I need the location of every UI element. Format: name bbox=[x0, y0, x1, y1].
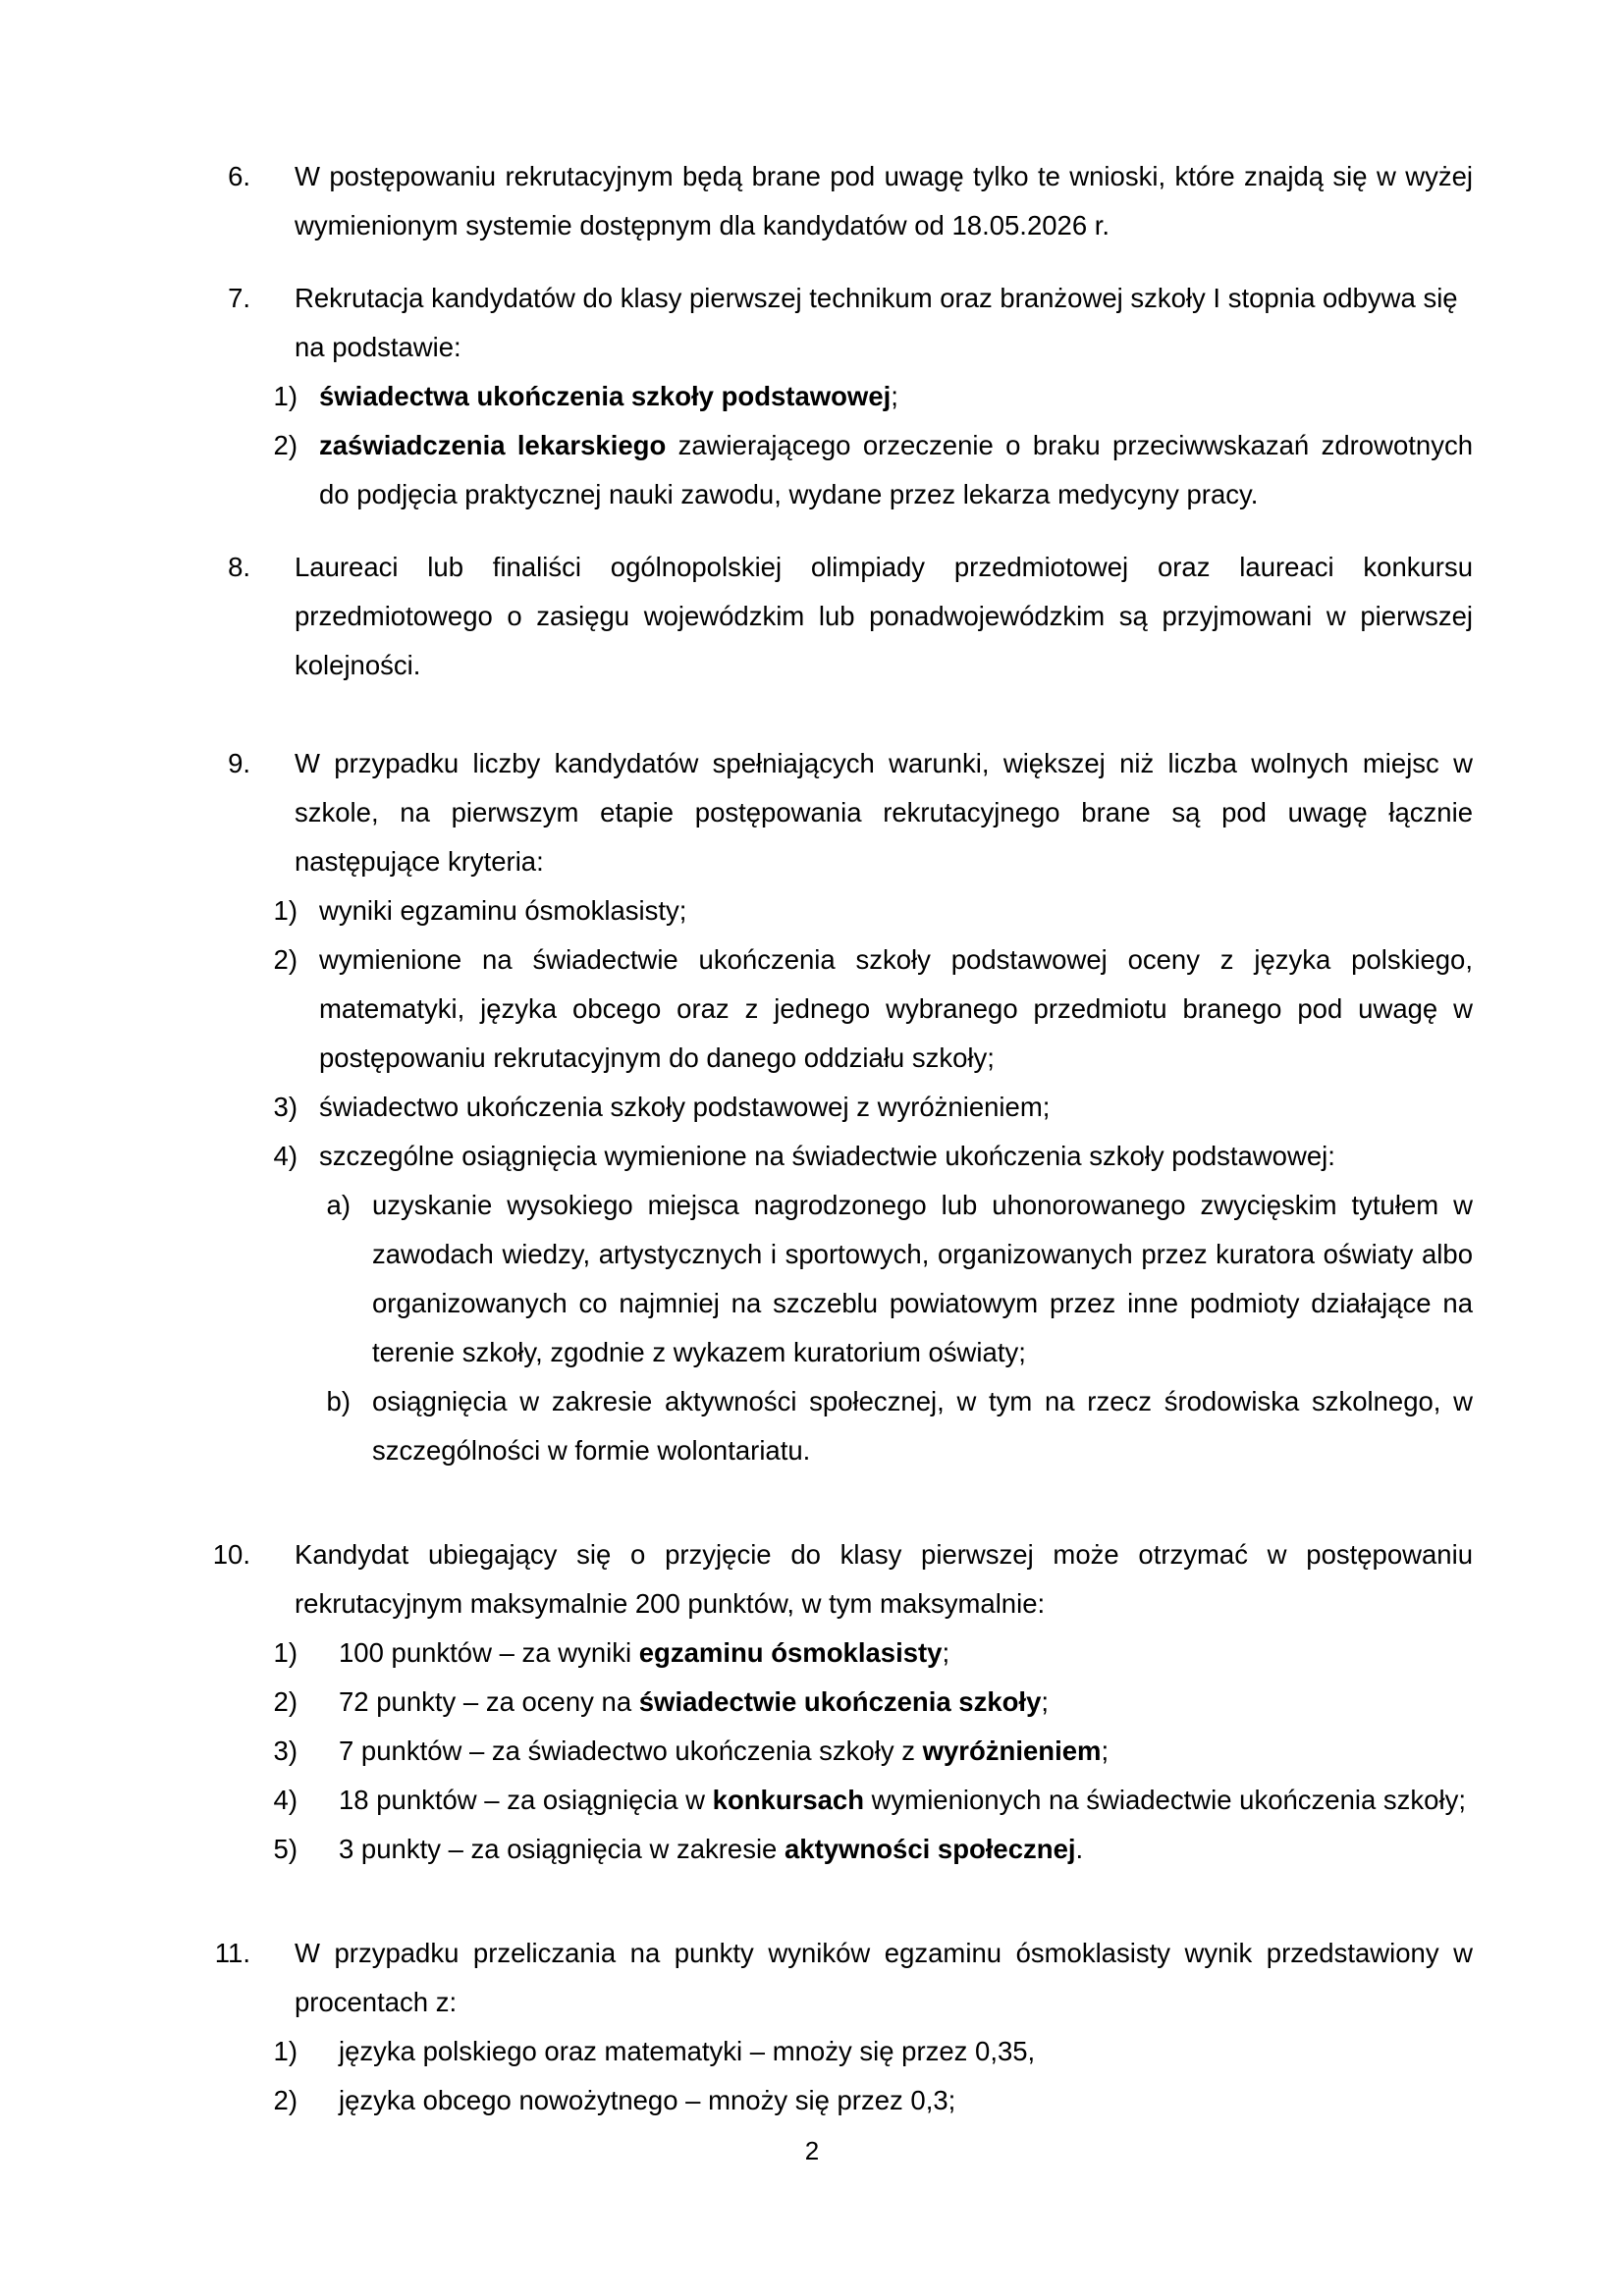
spacer bbox=[152, 1475, 1473, 1530]
list-item-text-after: . bbox=[1075, 1834, 1084, 1864]
list-item-text: W przypadku liczby kandydatów spełniających warunki, większej niż liczba wolnych miejsc w szkole, na pierwszym etapie postępowania rekrutacyjnego brane są pod uwagę łącznie następujące kryteria: bbox=[295, 748, 1473, 877]
list-item-text: języka obcego nowożytnego – mnoży się przez 0,3; bbox=[339, 2085, 956, 2115]
spacer bbox=[152, 250, 1473, 274]
list-marker: 3) bbox=[273, 1092, 298, 1122]
list-item-text: Rekrutacja kandydatów do klasy pierwszej technikum oraz branżowej szkoły I stopnia odbywa się na podstawie: bbox=[295, 283, 1458, 362]
list-item-text-before: 72 punkty – za oceny na bbox=[339, 1686, 639, 1717]
list-item-10-2 bbox=[152, 1678, 1473, 1727]
list-item-9-4-a bbox=[152, 1181, 1473, 1377]
list-item-text: wymienione na świadectwie ukończenia szkoły podstawowej oceny z języka polskiego, matematyki, języka obcego oraz z jednego wybranego przedmiotu branego pod uwagę w postępowaniu rekrutacyjnym do danego oddziału szkoły; bbox=[319, 944, 1473, 1073]
emphasis-text: świadectwie ukończenia szkoły bbox=[638, 1686, 1042, 1717]
list-item-text-before: 18 punktów – za osiągnięcia w bbox=[339, 1785, 713, 1815]
list-item-9-1 bbox=[152, 886, 1473, 935]
emphasis-text: wyróżnieniem bbox=[922, 1735, 1102, 1766]
emphasis-text: zaświadczenia lekarskiego bbox=[319, 430, 667, 460]
list-item-text: W postępowaniu rekrutacyjnym będą brane pod uwagę tylko te wnioski, które znajdą się w wyżej wymienionym systemie dostępnym dla kandydatów od 18.05.2026 r. bbox=[295, 161, 1473, 240]
list-marker: 2) bbox=[273, 1686, 298, 1717]
list-item-7-2 bbox=[152, 421, 1473, 519]
list-marker: 7. bbox=[228, 283, 250, 313]
list-marker: 3) bbox=[273, 1735, 298, 1766]
list-item-text: W przypadku przeliczania na punkty wyników egzaminu ósmoklasisty wynik przedstawiony w procentach z: bbox=[295, 1938, 1473, 2017]
list-item-10-5 bbox=[152, 1825, 1473, 1874]
emphasis-text: świadectwa ukończenia szkoły podstawowej bbox=[319, 381, 892, 411]
list-marker: 4) bbox=[273, 1141, 298, 1171]
list-marker: 2) bbox=[273, 2085, 298, 2115]
list-item-text-before: 100 punktów – za wyniki bbox=[339, 1637, 639, 1668]
list-item-text: języka polskiego oraz matematyki – mnoży się przez 0,35, bbox=[339, 2036, 1036, 2066]
emphasis-text: konkursach bbox=[712, 1785, 865, 1815]
list-marker: 2) bbox=[273, 944, 298, 975]
list-marker: 4) bbox=[273, 1785, 298, 1815]
list-item-text-rest: zawierającego orzeczenie o braku przeciwwskazań zdrowotnych do podjęcia praktycznej nauki zawodu, wydane przez lekarza medycyny pracy. bbox=[319, 430, 1473, 509]
list-marker: a) bbox=[326, 1190, 351, 1220]
list-item-text-before: 7 punktów – za świadectwo ukończenia szkoły z bbox=[339, 1735, 923, 1766]
list-item-text: Laureaci lub finaliści ogólnopolskiej olimpiady przedmiotowej oraz laureaci konkursu przedmiotowego o zasięgu wojewódzkim lub ponadwojewódzkim są przyjmowani w pierwszej kolejności. bbox=[295, 552, 1473, 680]
list-item-text bbox=[298, 1825, 1473, 1874]
list-item-8 bbox=[152, 543, 1473, 690]
list-item-10-4 bbox=[152, 1776, 1473, 1825]
list-item-text bbox=[298, 372, 1473, 421]
list-item-text-after: ; bbox=[942, 1637, 950, 1668]
list-item-10-1 bbox=[152, 1629, 1473, 1678]
list-item-6 bbox=[152, 152, 1473, 250]
list-marker: 6. bbox=[228, 161, 250, 191]
list-item-7 bbox=[152, 274, 1473, 372]
list-marker: 8. bbox=[228, 552, 250, 582]
list-marker: 1) bbox=[273, 895, 298, 926]
list-item-text bbox=[298, 1678, 1473, 1727]
list-item-text bbox=[298, 1727, 1473, 1776]
list-item-text bbox=[298, 1776, 1473, 1825]
list-item-text: świadectwo ukończenia szkoły podstawowej z wyróżnieniem; bbox=[319, 1092, 1051, 1122]
list-marker: 5) bbox=[273, 1834, 298, 1864]
list-item-text: szczególne osiągnięcia wymienione na świadectwie ukończenia szkoły podstawowej: bbox=[319, 1141, 1335, 1171]
emphasis-text: egzaminu ósmoklasisty bbox=[638, 1637, 943, 1668]
list-item-text: Kandydat ubiegający się o przyjęcie do klasy pierwszej może otrzymać w postępowaniu rekrutacyjnym maksymalnie 200 punktów, w tym maksymalnie: bbox=[295, 1539, 1473, 1619]
spacer bbox=[152, 1874, 1473, 1929]
list-item-text: wyniki egzaminu ósmoklasisty; bbox=[319, 895, 687, 926]
list-marker: 11. bbox=[214, 1938, 250, 1968]
list-item-9-4 bbox=[152, 1132, 1473, 1181]
list-marker: b) bbox=[326, 1386, 351, 1416]
list-item-10 bbox=[152, 1530, 1473, 1629]
list-marker: 1) bbox=[273, 2036, 298, 2066]
list-item-text bbox=[298, 1629, 1473, 1678]
list-item-11 bbox=[152, 1929, 1473, 2027]
list-item-9-4-b bbox=[152, 1377, 1473, 1475]
emphasis-text: aktywności społecznej bbox=[785, 1834, 1076, 1864]
list-item-text-after: wymienionych na świadectwie ukończenia szkoły; bbox=[864, 1785, 1466, 1815]
list-item-7-1 bbox=[152, 372, 1473, 421]
list-item-10-3 bbox=[152, 1727, 1473, 1776]
list-item-text-after: ; bbox=[1041, 1686, 1050, 1717]
list-item-9-2 bbox=[152, 935, 1473, 1083]
list-item-9-3 bbox=[152, 1083, 1473, 1132]
list-item-11-2 bbox=[152, 2076, 1473, 2125]
list-marker: 1) bbox=[273, 381, 298, 411]
list-item-11-1 bbox=[152, 2027, 1473, 2076]
list-item-text: osiągnięcia w zakresie aktywności społecznej, w tym na rzecz środowiska szkolnego, w szczególności w formie wolontariatu. bbox=[372, 1386, 1473, 1466]
list-item-text: uzyskanie wysokiego miejsca nagrodzonego lub uhonorowanego zwycięskim tytułem w zawodach wiedzy, artystycznych i sportowych, organizowanych przez kuratora oświaty albo organizowanych co najmniej na szczeblu powiatowym przez inne podmioty działające na terenie szkoły, zgodnie z wykazem kuratorium oświaty; bbox=[372, 1190, 1473, 1367]
list-marker: 9. bbox=[228, 748, 250, 778]
list-item-9 bbox=[152, 739, 1473, 886]
page-number: 2 bbox=[804, 2136, 820, 2165]
list-item-text-rest: ; bbox=[891, 381, 898, 411]
list-marker: 10. bbox=[212, 1539, 250, 1570]
list-marker: 1) bbox=[273, 1637, 298, 1668]
list-marker: 2) bbox=[273, 430, 298, 460]
document-body bbox=[152, 152, 1473, 2125]
list-item-text bbox=[298, 421, 1473, 519]
list-item-text-before: 3 punkty – za osiągnięcia w zakresie bbox=[339, 1834, 785, 1864]
list-item-text-after: ; bbox=[1101, 1735, 1110, 1766]
spacer bbox=[152, 690, 1473, 739]
spacer bbox=[152, 519, 1473, 543]
